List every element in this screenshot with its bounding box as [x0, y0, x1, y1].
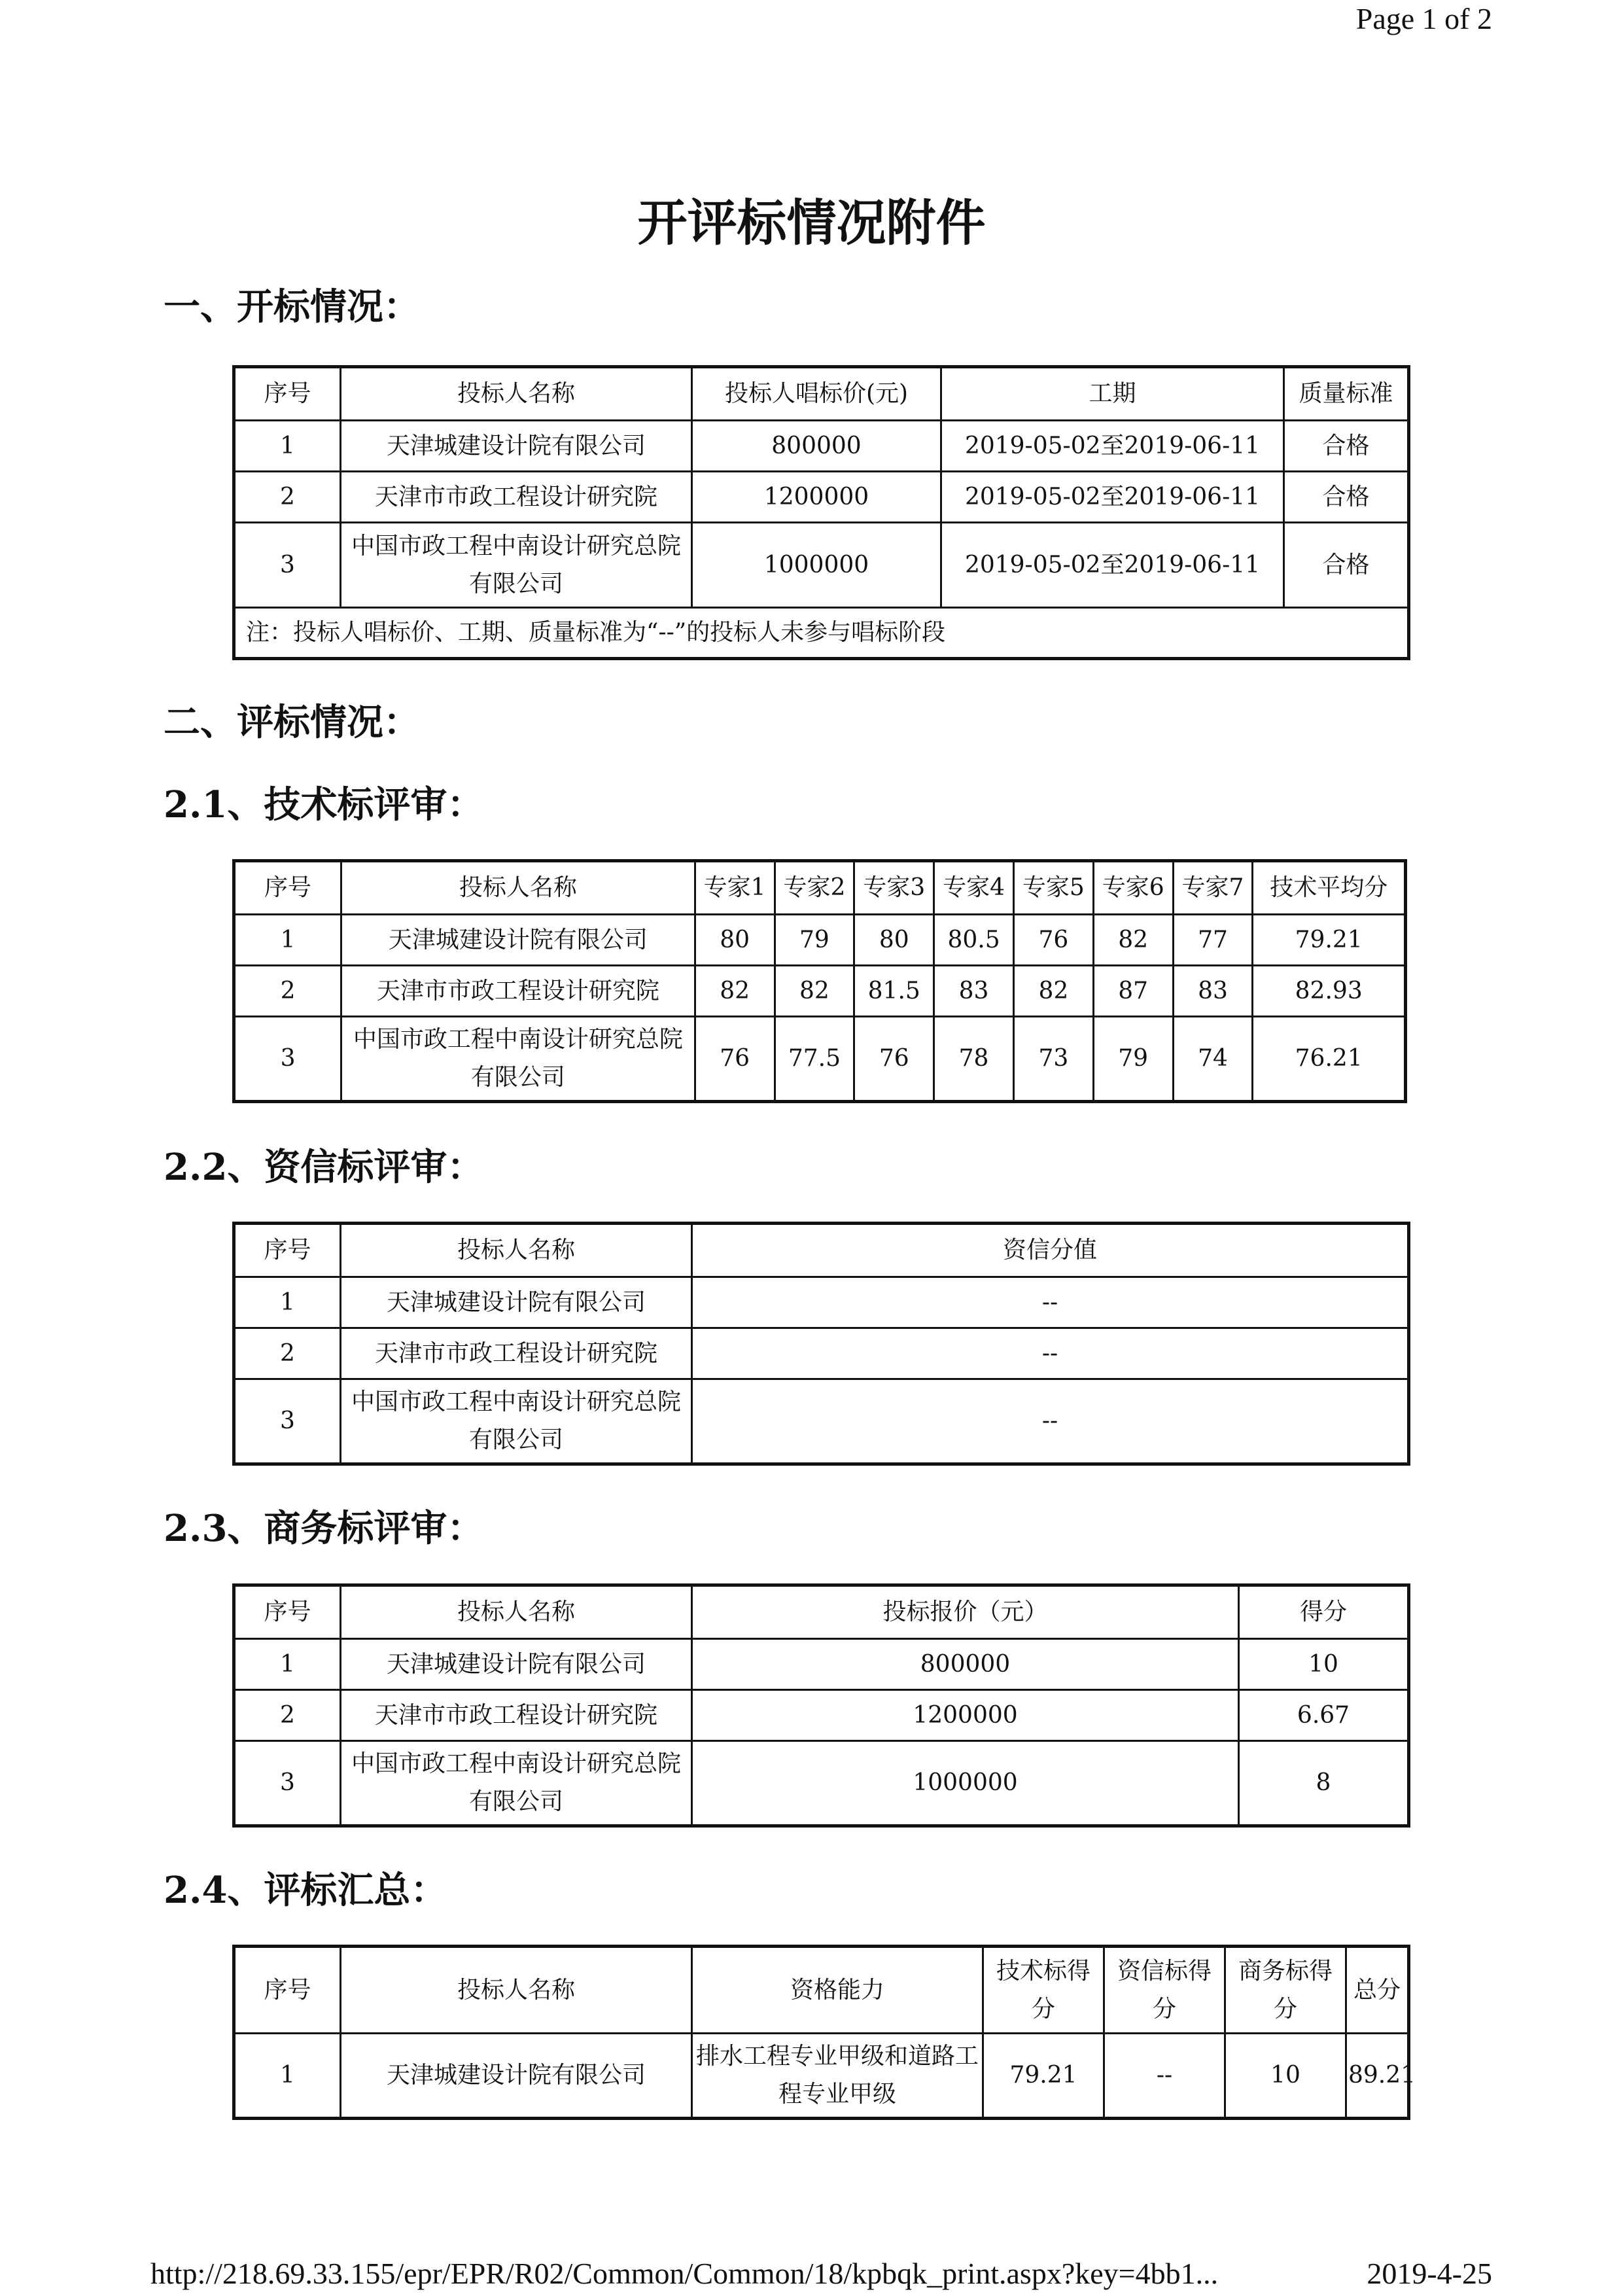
table-row [234, 472, 1409, 523]
table-cell: 76 [1013, 915, 1093, 966]
table-cell: 78 [934, 1017, 1014, 1102]
table-cell: 天津城建设计院有限公司 [341, 915, 695, 966]
table-cell: 83 [934, 966, 1014, 1017]
column-header: 序号 [234, 1224, 341, 1277]
column-header: 商务标得分 [1225, 1947, 1346, 2034]
credit-review-table [232, 1222, 1410, 1466]
table-cell: 合格 [1284, 472, 1409, 523]
page-indicator: Page 1 of 2 [1355, 2, 1492, 35]
table-row [234, 1639, 1409, 1690]
table-cell: 天津城建设计院有限公司 [341, 1277, 692, 1328]
table-cell: 1 [234, 1277, 341, 1328]
table-cell: 10 [1239, 1639, 1409, 1690]
column-header: 序号 [234, 1585, 341, 1639]
table-row [234, 1690, 1409, 1741]
footer-date: 2019-4-25 [1367, 2257, 1492, 2290]
column-header: 专家4 [934, 861, 1014, 915]
table-cell: 80 [854, 915, 934, 966]
table-cell: 82 [1013, 966, 1093, 1017]
table-cell: 3 [234, 523, 341, 608]
table-note-row [234, 608, 1409, 659]
table-header-row [234, 1224, 1409, 1277]
footer-url: http://218.69.33.155/epr/EPR/R02/Common/Common/18/kpbqk_print.aspx?key=4bb1... [150, 2257, 1219, 2290]
document-title: 开评标情况附件 [637, 194, 986, 252]
table-header-row [234, 367, 1409, 421]
column-header: 技术标得分 [983, 1947, 1104, 2034]
evaluation-summary-table [232, 1945, 1416, 2120]
column-header: 序号 [234, 861, 341, 915]
table-cell: 1 [234, 421, 341, 472]
section-heading-bid-opening: 一、开标情况： [164, 285, 420, 328]
table-cell: 79 [775, 915, 854, 966]
column-header: 投标人名称 [341, 367, 692, 421]
table-cell: 10 [1225, 2034, 1346, 2119]
table-cell: 87 [1093, 966, 1173, 1017]
table-cell: 6.67 [1239, 1690, 1409, 1741]
table-cell: 73 [1013, 1017, 1093, 1102]
table-cell: 2 [234, 1690, 341, 1741]
table-header-row [234, 1947, 1409, 2034]
table-cell: 76 [695, 1017, 775, 1102]
table-cell: 天津市市政工程设计研究院 [341, 1690, 692, 1741]
section-heading-credit-review: 2.2、资信标评审： [164, 1146, 484, 1189]
table-row [234, 1741, 1409, 1826]
column-header: 资信分值 [692, 1224, 1409, 1277]
column-header: 投标人名称 [341, 1947, 692, 2034]
table-cell: 800000 [692, 421, 941, 472]
column-header: 专家2 [775, 861, 854, 915]
column-header: 资格能力 [692, 1947, 983, 2034]
table-cell: 800000 [692, 1639, 1239, 1690]
column-header: 投标人名称 [341, 861, 695, 915]
table-cell: 合格 [1284, 421, 1409, 472]
table-cell: 天津市市政工程设计研究院 [341, 472, 692, 523]
table-cell: 天津城建设计院有限公司 [341, 1639, 692, 1690]
column-header: 总分 [1346, 1947, 1409, 2034]
table-cell: 中国市政工程中南设计研究总院有限公司 [341, 1741, 692, 1826]
column-header: 专家1 [695, 861, 775, 915]
column-header: 工期 [941, 367, 1284, 421]
column-header: 投标人名称 [341, 1224, 692, 1277]
table-cell: -- [1104, 2034, 1225, 2119]
table-cell: 1200000 [692, 1690, 1239, 1741]
column-header: 专家3 [854, 861, 934, 915]
table-cell: 1 [234, 1639, 341, 1690]
table-row [234, 915, 1406, 966]
table-cell: 79 [1093, 1017, 1173, 1102]
table-cell: -- [692, 1277, 1409, 1328]
table-cell: 76.21 [1253, 1017, 1406, 1102]
column-header: 序号 [234, 367, 341, 421]
table-cell: 1 [234, 2034, 341, 2119]
table-cell: 天津城建设计院有限公司 [341, 2034, 692, 2119]
table-row [234, 1379, 1409, 1464]
table-cell: 82.93 [1253, 966, 1406, 1017]
column-header: 投标人唱标价(元) [692, 367, 941, 421]
column-header: 专家6 [1093, 861, 1173, 915]
table-cell: 2 [234, 966, 341, 1017]
table-cell: 1000000 [692, 1741, 1239, 1826]
table-cell: 82 [1093, 915, 1173, 966]
table-cell: 83 [1173, 966, 1253, 1017]
table-cell: 排水工程专业甲级和道路工程专业甲级 [692, 2034, 983, 2119]
table-cell: 中国市政工程中南设计研究总院有限公司 [341, 1379, 692, 1464]
column-header: 技术平均分 [1253, 861, 1406, 915]
table-cell: 8 [1239, 1741, 1409, 1826]
column-header: 专家5 [1013, 861, 1093, 915]
table-cell: 80 [695, 915, 775, 966]
table-cell: 3 [234, 1379, 341, 1464]
section-heading-commercial-review: 2.3、商务标评审： [164, 1507, 484, 1550]
commercial-review-table [232, 1583, 1410, 1828]
table-cell: 2019-05-02至2019-06-11 [941, 421, 1284, 472]
column-header: 投标人名称 [341, 1585, 692, 1639]
column-header: 资信标得分 [1104, 1947, 1225, 2034]
table-cell: 天津市市政工程设计研究院 [341, 1328, 692, 1379]
table-cell: -- [692, 1379, 1409, 1464]
table-cell: 2 [234, 1328, 341, 1379]
table-cell: 79.21 [1253, 915, 1406, 966]
table-cell: 3 [234, 1017, 341, 1102]
section-heading-evaluation: 二、评标情况： [164, 701, 420, 744]
table-row [234, 2034, 1409, 2119]
table-row [234, 966, 1406, 1017]
table-header-row [234, 1585, 1409, 1639]
table-cell: 82 [695, 966, 775, 1017]
table-row [234, 523, 1409, 608]
table-cell: 中国市政工程中南设计研究总院有限公司 [341, 523, 692, 608]
table-cell: 3 [234, 1741, 341, 1826]
table-cell: 合格 [1284, 523, 1409, 608]
table-cell: 1000000 [692, 523, 941, 608]
section-heading-technical-review: 2.1、技术标评审： [164, 783, 484, 826]
table-cell: 天津城建设计院有限公司 [341, 421, 692, 472]
table-cell: 中国市政工程中南设计研究总院有限公司 [341, 1017, 695, 1102]
table-header-row [234, 861, 1406, 915]
table-cell: 79.21 [983, 2034, 1104, 2119]
column-header: 专家7 [1173, 861, 1253, 915]
table-cell: 2 [234, 472, 341, 523]
table-cell: 1200000 [692, 472, 941, 523]
table-cell: 2019-05-02至2019-06-11 [941, 523, 1284, 608]
column-header: 序号 [234, 1947, 341, 2034]
table-row [234, 1277, 1409, 1328]
table-cell: 1 [234, 915, 341, 966]
table-cell: 82 [775, 966, 854, 1017]
table-note: 注：投标人唱标价、工期、质量标准为“--”的投标人未参与唱标阶段 [234, 608, 1409, 659]
table-cell: -- [692, 1328, 1409, 1379]
table-row [234, 1328, 1409, 1379]
bid-opening-table [232, 365, 1410, 660]
table-cell: 77.5 [775, 1017, 854, 1102]
table-cell: 天津市市政工程设计研究院 [341, 966, 695, 1017]
section-heading-evaluation-summary: 2.4、评标汇总： [164, 1869, 447, 1912]
column-header: 得分 [1239, 1585, 1409, 1639]
table-cell: 2019-05-02至2019-06-11 [941, 472, 1284, 523]
column-header: 质量标准 [1284, 367, 1409, 421]
table-cell: 74 [1173, 1017, 1253, 1102]
table-row [234, 421, 1409, 472]
technical-review-table [232, 859, 1407, 1103]
table-cell: 77 [1173, 915, 1253, 966]
table-cell: 76 [854, 1017, 934, 1102]
table-cell: 80.5 [934, 915, 1014, 966]
table-cell: 89.21 [1346, 2034, 1409, 2119]
column-header: 投标报价（元） [692, 1585, 1239, 1639]
table-row [234, 1017, 1406, 1102]
table-cell: 81.5 [854, 966, 934, 1017]
